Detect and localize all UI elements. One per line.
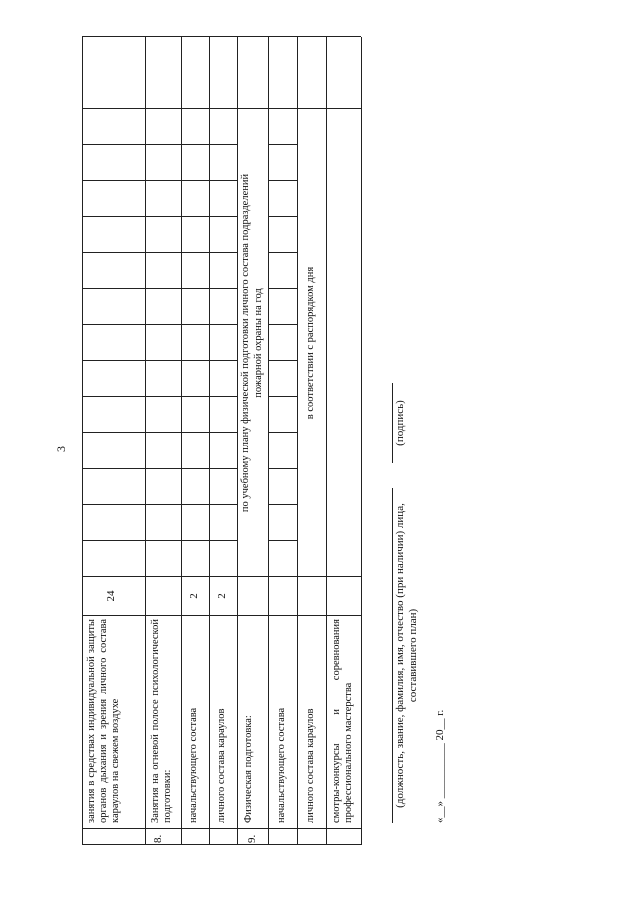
table-line (268, 360, 297, 361)
physical-plan-note-line2: пожарной охраны на год (253, 288, 264, 398)
table-line (82, 288, 237, 289)
table-line (82, 180, 237, 181)
table-line (82, 396, 237, 397)
row-label: начальствующего состава (188, 707, 199, 823)
row-number: 9. (246, 834, 258, 843)
table-line (82, 615, 361, 616)
table-line (268, 504, 297, 505)
table-line (82, 828, 361, 829)
row-hours: 24 (105, 590, 117, 602)
table-line (82, 144, 237, 145)
table-line (268, 180, 297, 181)
table-line (82, 108, 361, 109)
row-label: начальствующего состава (276, 707, 287, 823)
table-line (268, 37, 269, 845)
table-line (82, 36, 361, 37)
table-line (268, 216, 297, 217)
table-line (82, 324, 237, 325)
row-label: личного состава караулов (216, 708, 227, 823)
table-line (209, 37, 210, 845)
table-line (82, 37, 83, 845)
date-line: «__» __________ 20__ г. (434, 709, 446, 823)
table-line (268, 540, 297, 541)
table-line (268, 432, 297, 433)
table-line (268, 468, 297, 469)
table-line (82, 252, 237, 253)
table-line (237, 37, 238, 845)
row-label: Физическая подготовка: (243, 715, 254, 823)
table-line (145, 37, 146, 845)
row-label: личного состава караулов (305, 708, 316, 823)
table-line (82, 540, 237, 541)
table-line (268, 288, 297, 289)
physical-plan-note-line1: по учебному плану физической подготовки личного состава подразделений (240, 173, 251, 513)
page-number: 3 (54, 446, 68, 452)
table-line (268, 324, 297, 325)
table-line (268, 396, 297, 397)
row-label: Занятия на огневой полосе психологической подготовки: (150, 619, 173, 823)
position-signature-line (392, 488, 393, 823)
table-line (82, 576, 361, 577)
position-caption-line1: (должность, звание, фамилия, имя, отчество (при наличии) лица, (394, 503, 406, 808)
table-line (297, 37, 298, 845)
sign-caption: (подпись) (394, 400, 406, 446)
sign-line (392, 383, 393, 463)
position-caption-line2: составившего план) (407, 608, 419, 703)
table-line (361, 37, 362, 845)
row-label: занятия в средствах индивидуальной защиты органов дыхания и зрения личного состава караулов на свежем воздухе (86, 619, 121, 823)
row-hours: 2 (188, 593, 200, 599)
table-line (82, 468, 237, 469)
table-line (82, 360, 237, 361)
table-line (326, 37, 327, 845)
daily-routine-note: в соответствии с распорядком дня (305, 266, 316, 420)
row-label: смотры-конкурсы и соревнования профессионального мастерства (331, 619, 354, 823)
table-line (181, 37, 182, 845)
table-line (82, 432, 237, 433)
row-number: 8. (152, 834, 164, 843)
table-line (82, 504, 237, 505)
table-line (268, 252, 297, 253)
table-line (82, 844, 361, 845)
table-line (268, 144, 297, 145)
row-hours: 2 (216, 593, 228, 599)
table-line (82, 216, 237, 217)
